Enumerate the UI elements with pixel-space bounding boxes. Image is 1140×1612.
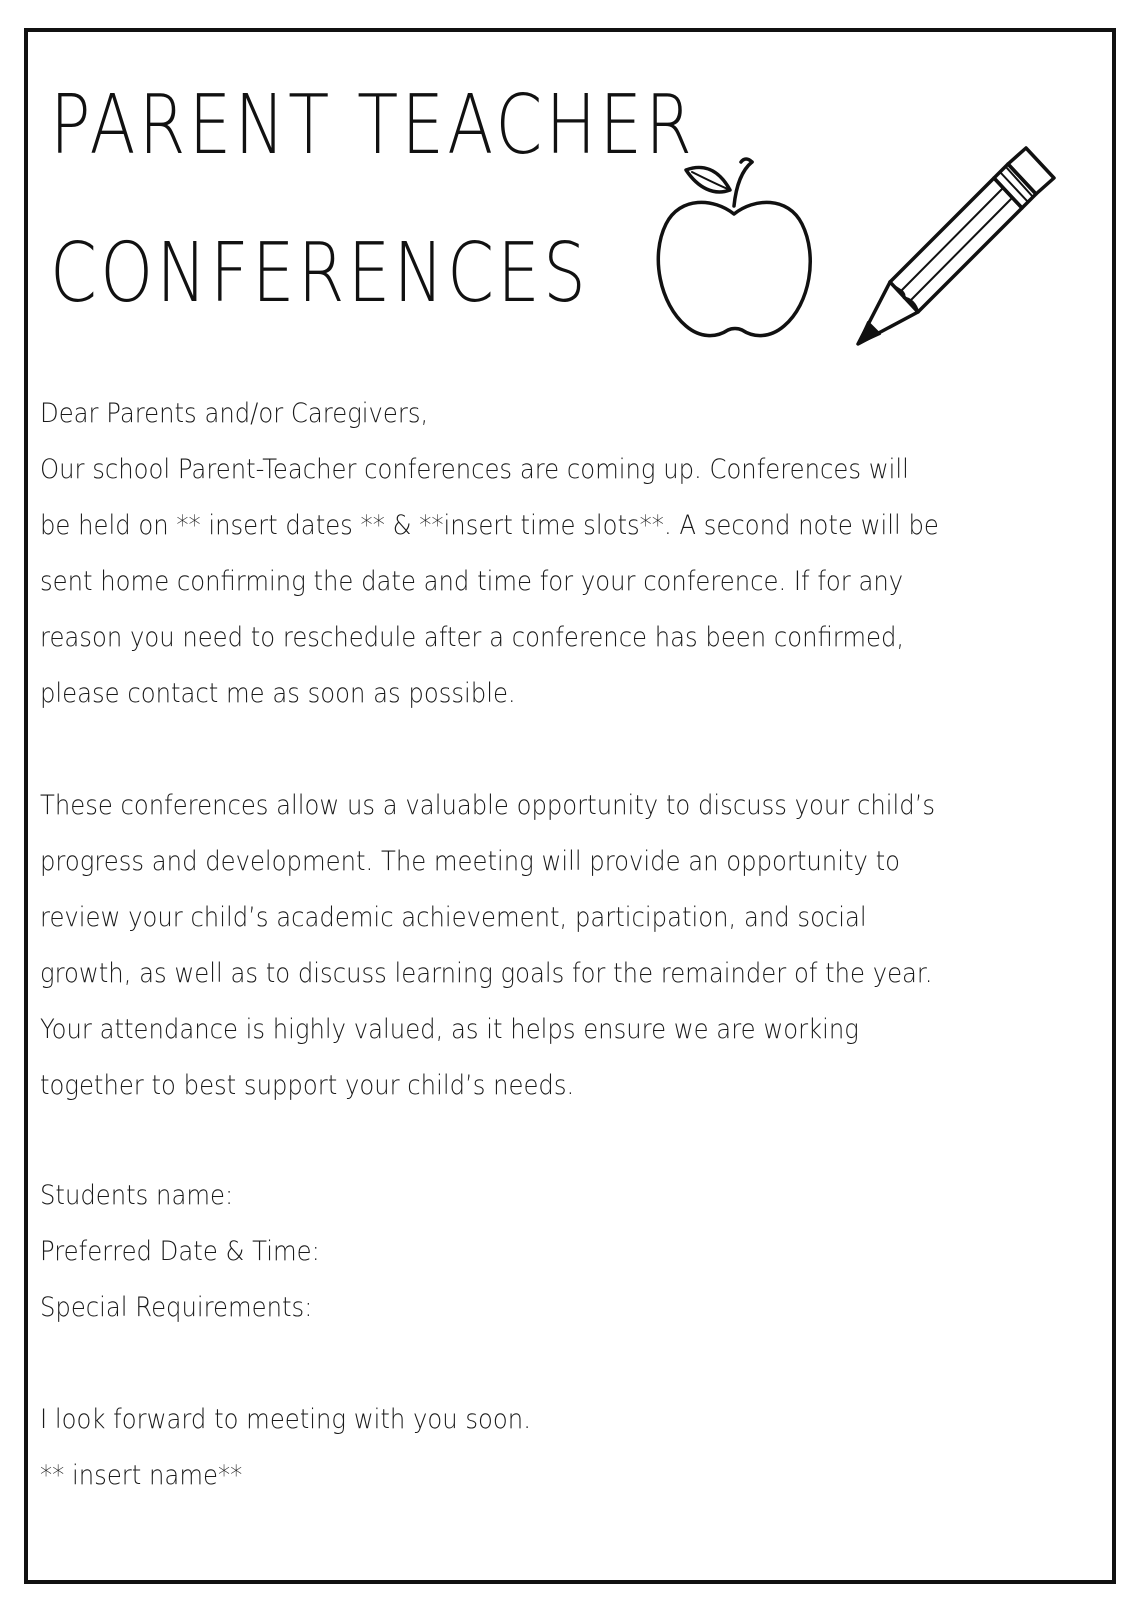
paragraph2-line-6: together to best support your child’s needs. — [40, 1070, 575, 1101]
paragraph1-line-4: reason you need to reschedule after a conference has been confirmed, — [40, 622, 905, 653]
paragraph1-line-5: please contact me as soon as possible. — [40, 678, 516, 709]
special-requirements-label: Special Requirements: — [40, 1292, 313, 1323]
paragraph2-line-5: Your attendance is highly valued, as it helps ensure we are working — [40, 1014, 859, 1045]
paragraph2-line-1: These conferences allow us a valuable opportunity to discuss your child’s — [40, 790, 936, 821]
paragraph2-line-4: growth, as well as to discuss learning goals for the remainder of the year. — [40, 958, 933, 989]
paragraph2-line-2: progress and development. The meeting will provide an opportunity to — [40, 846, 900, 877]
paragraph2-line-3: review your child’s academic achievement, participation, and social — [40, 902, 867, 933]
paragraph1-line-2: be held on ** insert dates ** & **insert time slots**. A second note will be — [40, 510, 939, 541]
signature-placeholder: ** insert name** — [40, 1460, 243, 1491]
student-name-label: Students name: — [40, 1180, 234, 1211]
page-title — [50, 52, 695, 348]
greeting-line: Dear Parents and/or Caregivers, — [40, 398, 429, 429]
preferred-date-time-label: Preferred Date & Time: — [40, 1236, 320, 1267]
letter-paragraph-2 — [40, 778, 958, 1114]
letter-intro — [40, 386, 958, 722]
closing-line: I look forward to meeting with you soon. — [40, 1404, 531, 1435]
pencil-icon — [830, 140, 1070, 360]
paragraph1-line-3: sent home confirming the date and time for your conference. If for any — [40, 566, 904, 597]
apple-icon — [642, 128, 822, 350]
paragraph1-line-1: Our school Parent-Teacher conferences are coming up. Conferences will — [40, 454, 909, 485]
title-line-1: PARENT TEACHER — [50, 78, 696, 173]
title-line-2: CONFERENCES — [50, 226, 590, 321]
form-fields — [40, 1168, 958, 1336]
letter-closing — [40, 1392, 958, 1504]
